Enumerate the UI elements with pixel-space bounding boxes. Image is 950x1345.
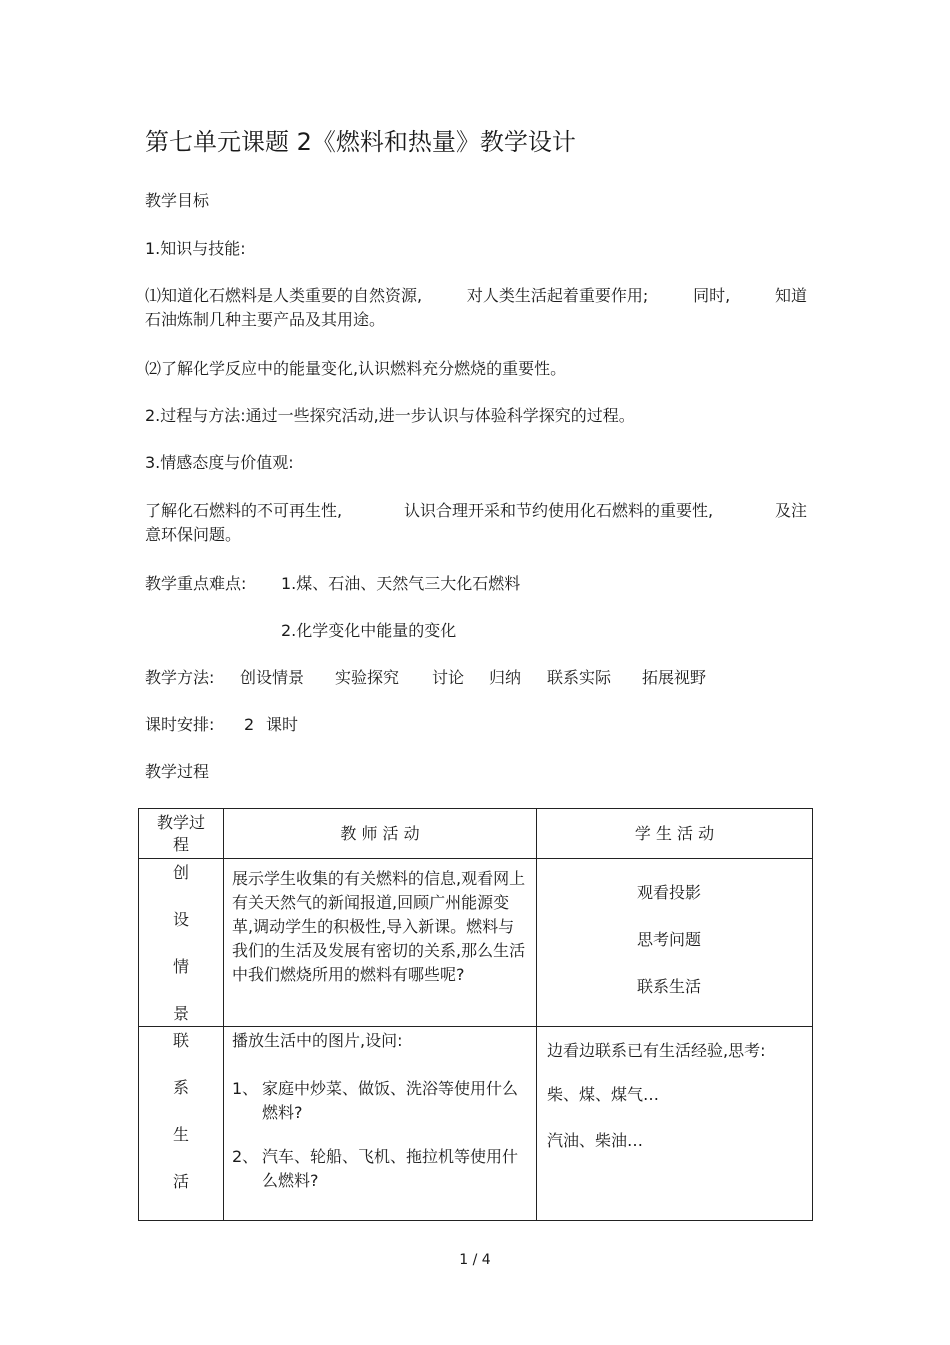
- process-heading: 教学过程: [145, 762, 210, 781]
- method-item: 拓展视野: [642, 668, 707, 687]
- method-item: 归纳: [489, 668, 522, 687]
- page-number: 1 / 4: [459, 1252, 491, 1268]
- table-row: [139, 1027, 813, 1221]
- teacher-activity-cell: [224, 1027, 537, 1221]
- teaching-process-table: [138, 808, 813, 1221]
- goal1-item2: ⑵了解化学反应中的能量变化,认识燃料充分燃烧的重要性。: [145, 359, 567, 378]
- goal1-item1-line2: 石油炼制几种主要产品及其用途。: [145, 310, 386, 329]
- table-header-row: [139, 809, 813, 859]
- header-stage: 教学过程: [139, 809, 224, 859]
- schedule-unit: 课时: [266, 715, 299, 734]
- schedule-value: 2: [244, 715, 255, 734]
- document-title: 第七单元课题 2《燃料和热量》教学设计: [145, 128, 576, 156]
- header-student-activity: 学 生 活 动: [537, 809, 813, 859]
- goal3-paragraph: [145, 499, 807, 547]
- method-item: 联系实际: [547, 668, 612, 687]
- student-activity-item: 观看投影: [637, 883, 702, 902]
- key-points-label: 教学重点难点:: [145, 574, 247, 593]
- teacher-activity-text: 展示学生收集的有关燃料的信息,观看网上有关天然气的新闻报道,回顾广州能源变革,调动学生的积极性,导入新课。燃料与我们的生活及发展有密切的关系,那么生活中我们燃烧所用的燃料有哪些呢?: [232, 869, 526, 984]
- stage-cell: 联 系 生 活: [139, 1027, 224, 1221]
- student-activity-item: 汽油、柴油…: [547, 1131, 644, 1150]
- student-activity-item: 柴、煤、煤气…: [547, 1085, 660, 1104]
- goal1-item1-part2: 对人类生活起着重要作用;: [466, 286, 649, 305]
- method-item: 实验探究: [335, 668, 400, 687]
- goal1-item1-part4: 知道: [774, 286, 807, 305]
- teacher-activity-intro: 播放生活中的图片,设问:: [232, 1031, 403, 1050]
- goals-heading: 教学目标: [145, 191, 210, 210]
- goal3-part2: 认识合理开采和节约使用化石燃料的重要性,: [403, 501, 714, 520]
- teacher-question-item: 1、 家庭中炒菜、做饭、洗浴等使用什么燃料?: [232, 1079, 519, 1122]
- goal3-part3: 及注: [774, 501, 807, 520]
- student-activity-item: 联系生活: [637, 977, 702, 996]
- table-row: [139, 859, 813, 1027]
- goal1-item1-part1: ⑴知道化石燃料是人类重要的自然资源,: [145, 286, 423, 305]
- goal1-heading: 1.知识与技能:: [145, 239, 246, 258]
- stage-cell: 创 设 情 景: [139, 859, 224, 1027]
- goal2: 2.过程与方法:通过一些探究活动,进一步认识与体验科学探究的过程。: [145, 406, 635, 425]
- student-activity-item: 思考问题: [637, 930, 702, 949]
- teacher-question-item: 2、 汽车、轮船、飞机、拖拉机等使用什么燃料?: [232, 1147, 519, 1190]
- teacher-activity-cell: [224, 859, 537, 1027]
- method-item: 讨论: [432, 668, 465, 687]
- student-activity-item: 边看边联系已有生活经验,思考:: [547, 1041, 766, 1060]
- key-point-2: 2.化学变化中能量的变化: [281, 621, 457, 640]
- key-point-1: 1.煤、石油、天然气三大化石燃料: [281, 574, 521, 593]
- student-activity-cell: [537, 859, 813, 1027]
- student-activity-cell: [537, 1027, 813, 1221]
- goal3-line2: 意环保问题。: [145, 525, 242, 544]
- header-teacher-activity: 教 师 活 动: [224, 809, 537, 859]
- schedule-label: 课时安排:: [145, 715, 215, 734]
- goal1-item1: [145, 284, 807, 332]
- methods-label: 教学方法:: [145, 668, 215, 687]
- goal1-item1-part3: 同时,: [693, 286, 731, 305]
- goal3-heading: 3.情感态度与价值观:: [145, 453, 294, 472]
- goal3-part1: 了解化石燃料的不可再生性,: [145, 501, 343, 520]
- method-item: 创设情景: [240, 668, 305, 687]
